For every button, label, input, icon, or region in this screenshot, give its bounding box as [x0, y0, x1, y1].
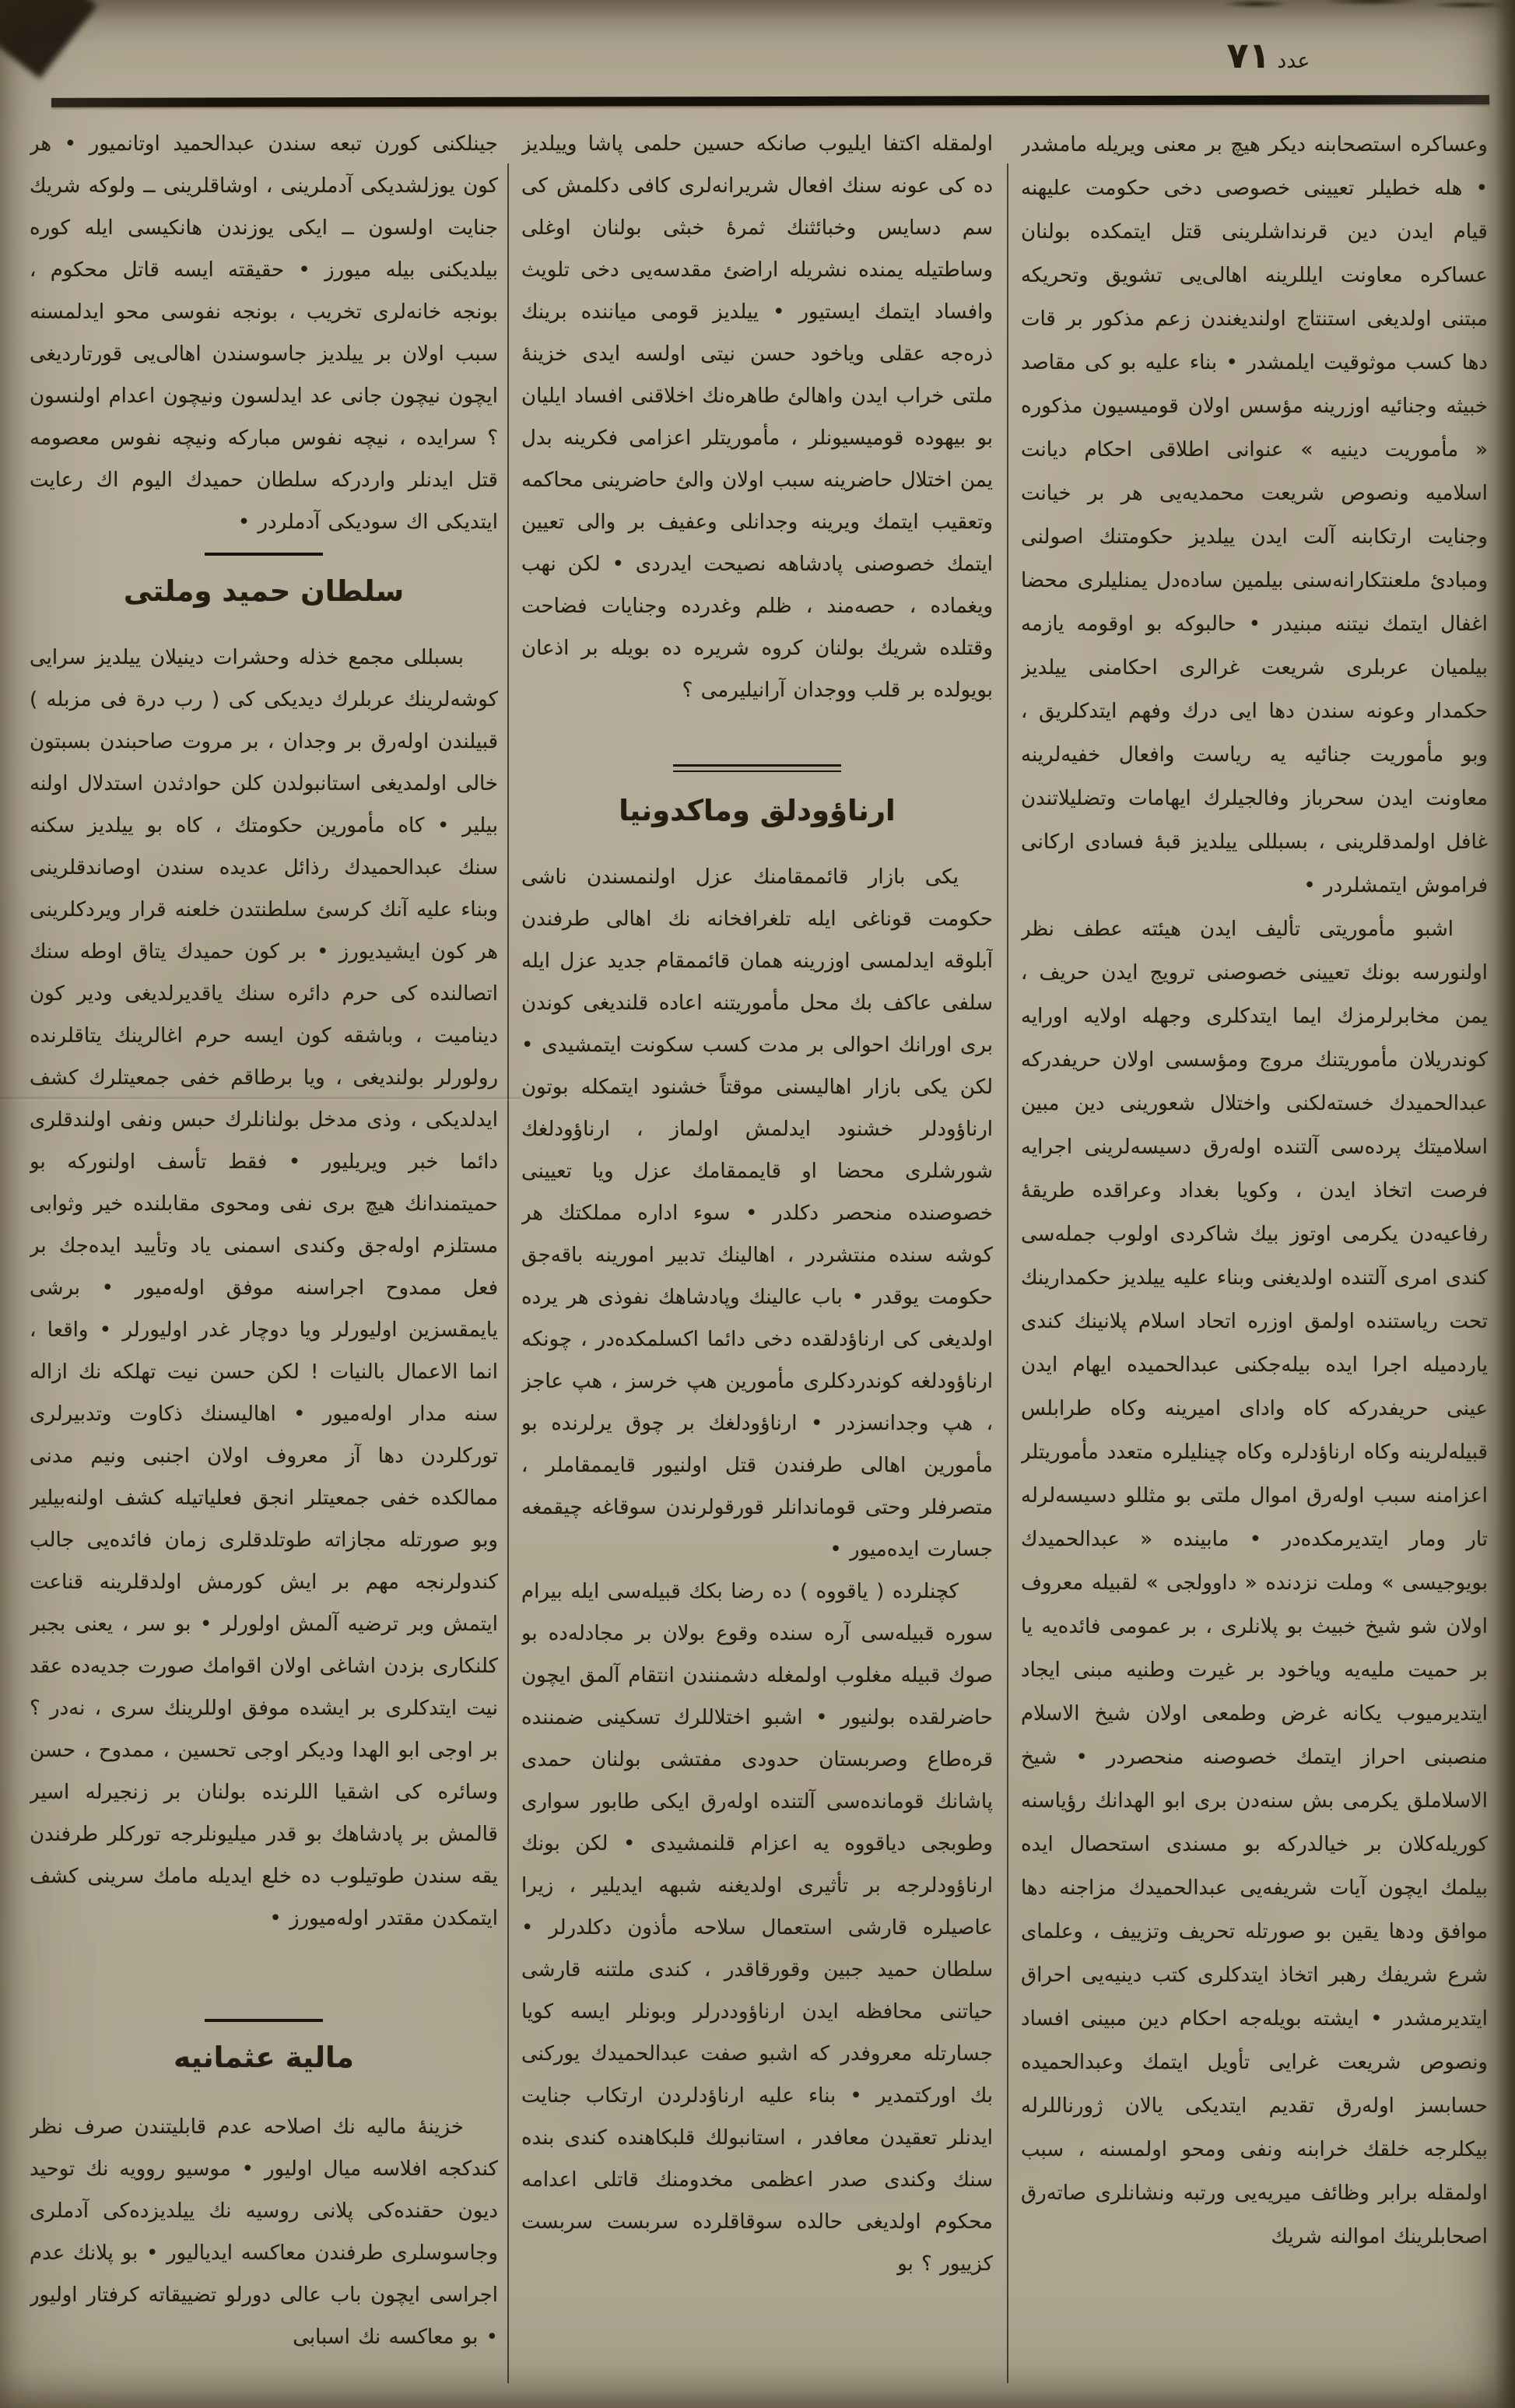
article-body: [30, 2106, 498, 2374]
issue-number: ٧١: [1226, 34, 1271, 76]
header-rule: [51, 95, 1489, 107]
paragraph: وعساكره استصحابنه ديكر هيچ بر معنى ويريله مامشدر • هله خطيلر تعيينى خصوصى دخى حكومت عليهنه قيام ايدن دين قرنداشلرينى قتل ايتمكده بولنان عساكره معاونت ايللرينه اهالى‌يى تشويق وتحريكه مبتنى اولديغى استنتاج اولنديغندن زعم مذكور بر قات دها كسب موثوقيت ايلمشدر • بناء عليه بو كى مقاصد خبيثه وجنائيه اوزرينه مؤسس اولان قوميسيون مذكوره « مأموريت دينيه » عنوانى اطلاقى احكام ديانت اسلاميه ونصوص شريعت محمديه‌يى هر بر خيانت وجنايت ارتكابنه آلت ايدن ييلديز حكومتنك اصولنى ومبادئ ملعنتكارانه‌سنى بيلمين ساده‌دل يمنليلرى محضا اغفال ايتمك نيتنه مبنيدر • حالبوكه بو اوقومه يازمه بيلميان عربلرى شريعت غرالرى احكامنى ييلديز حكمدار وعونه سندن دها ايى درك وفهم ايتدكلريق ، وبو مأموريت جنائيه يه رياست وافعال خفيه‌لرينه معاونت ايدن سحرباز وفالجيلرك ايهامات وتضليلاتندن غافل اولمدقلرينى ، بسبللى ييلديز قبهٔ فسادى اركانى فراموش ايتمشلردر •: [1021, 133, 1488, 897]
paragraph: جينلكنى كورن تبعه سندن عبدالحميد اوتانميور • هر كون يوزلشديكى آدملرينى ، اوشاقلرينى ــ ولوكه شريك جنايت اولسون ــ ايكى يوزندن هانكيسى ايله كوره بيلديكنى بيله ميورز • حقيقته ايسه قاتل محكوم ، بونجه خانه‌لرى تخريب ، بونجه نفوسى محو ايدلمسنه سبب اولان بر ييلديز جاسوسندن اهالى‌يى قورتارديغى ايچون نيچون جانى عد ايدلسون ونيچون اعدام اولنسون ؟ سرايده ، نيچه نفوس مباركه ونيچه نفوس معصومه قتل ايدنلر واردركه سلطان حميدك اليوم اك رعايت ايتديكى اك سوديكى آدملردر •: [30, 132, 498, 534]
paragraph: بسبللى مجمع خذله وحشرات دينيلان ييلديز سرايى كوشه‌لرينك عربلرك ديديكى كى ( رب درة فى مزبله ) قبيلندن اوله‌رق بر وجدان ، بر مروت صاحبندن بسبتون خالى اولمديغى استانبولدن كلن حوادثدن استدلال اولنه بيلير • كاه مأمورين حكومتك ، كاه بو ييلديز سكنه سنك عبدالحميدك رذائل عديده سندن اوصاندقلرينى وبناء عليه آنك كرسئ سلطنتدن خلعنه قرار ويردكلرينى هر كون ايشيديورز • بر كون حميدك يتاق اوطه سنك اتصالنده كى حرم دائره سنك ياقديرلديغى ودير كون ديناميت ، وباشقه كون ايسه حرم اغالرينك يتاقلرنده رولورلر بولنديغى ، ويا برطاقم خفى جمعيتلرك كشف ايدلديكى ، وذى مدخل بولنانلرك حبس ونفى اولندقلرى دائما خبر ويريليور • فقط تأسف اولنوركه بو حميتمندانك هيچ برى نفى ومحوى مقابلنده خير وثوابى مستلزم اوله‌جق وكندى اسمنى ياد وتأييد ايده‌جك بر فعل ممدوح اجراسنه موفق اوله‌ميور • برشى يايمقسزين اوليورلر ويا دوچار غدر اوليورلر • واقعا ، انما الاعمال بالنيات ! لكن حسن نيت تهلكه نك ازاله سنه مدار اوله‌ميور • اهاليسنك ذكاوت وتدبيرلرى توركلردن دها آز معروف اولان اجنبى ونيم مدنى ممالكده خفى جمعيتلر انجق فعلياتيله كشف اولنه‌بيلير وبو صورتله مجازاته طوتلدقلرى زمان فائده‌يى جالب كندولرنجه مهم بر ايش كورمش اولدقلرينه قناعت ايتمش وبر ترضيه آلمش اولورلر • بو سر ، يعنى بجبر كلنكارى بزدن اشاغى اولان اقوامك صورت جديه‌ده عقد نيت ايتدكلرى بر ايشده موفق اوللرينك سرى ، نه‌در ؟ بر اوجى ابو الهدا وديكر اوجى تحسين ، ممدوح ، حسن وسائره كى اشقيا اللرنده بولنان بر زنجيرله اسير قالمش بر پادشاهك بو قدر ميليونلرجه توركلر طرفندن يقه سندن طوتيلوب ده خلع ايديله مامك سرينى كشف ايتمكدن مقتدر اوله‌ميورز •: [30, 646, 498, 1930]
article-continuation-body: [30, 123, 498, 549]
page-issue-header: [1144, 34, 1393, 76]
paragraph: يكى بازار قائممقامنك عزل اولنمسندن ناشى حكومت قوناغى ايله تلغرافخانه نك اهالى طرفندن آبلوقه ايدلمسى اوزرينه همان قائممقام جديد عزل ايله سلفى عاكف بك محل مأموريتنه اعاده قلنديغى كوندن برى اورانك احوالى بر مدت كسب سكونت ايتمشيدى • لكن يكى بازار اهاليسنى موقتاً خشنود ايتمكله بوتون ارناؤودلر خشنود ايدلمش اولماز ، ارناؤودلغك شورشلرى محضا او قايممقامك عزل ويا تعيينى خصوصنده منحصر دكلدر • سوء اداره مملكتك هر كوشه سنده منتشردر ، اهالينك تدبير امورينه باقه‌جق حكومت يوقدر • باب عالينك وپادشاهك نفوذى هر يرده اولديغى كى ارناؤدلقده دخى دائما اكسلمكده‌در ، چونكه ارناؤودلغه كوندردكلرى مأمورين هپ خرسز ، هپ عاجز ، هپ وجدانسزدر • ارناؤودلغك بر چوق يرلرنده بو مأمورين اهالى طرفندن قتل اولنيور قايممقاملر ، متصرفلر وحتى قوماندانلر قورقولرندن سوقاغه چيقمغه جسارت ايده‌ميور •: [521, 865, 993, 1561]
column-first: [1021, 123, 1488, 2408]
section-title-albania-macedonia: ارناؤودلق وماكدونيا: [619, 794, 896, 827]
column-second: [521, 123, 993, 2408]
paragraph: اولمقله اكتفا ايليوب صانكه حسين حلمى پاشا وييلديز ده كى عونه سنك افعال شريرانه‌لرى كافى دكلمش كى سم دسايس وخبائثنك ثمرهٔ خبثى بولنان اوغلى وساطتيله يمنده نشريله اراضئ مقدسه‌يى دخى تلويث وافساد ايتمك ايستيور • ييلديز قومى مياننده برينك ذره‌جه عقلى وياخود حسن نيتى اولسه ايدى خزينهٔ ملتى خراب ايدن واهالئ طاهره‌نك اخلاقنى افساد ايليان بو بيهوده قوميسيونلر ، مأموريتلر اعزامى فكرينه بدل يمن اختلال حاضرينه سبب اولان والئ حاضرينى محاكمه وتعقيب ايتمك ويرينه وجدانلى وعفيف بر والى تعيين ايتمك خصوصنى پادشاهه نصيحت ايدردى • لكن نهب ويغماده ، حصه‌مند ، ظلم وغدرده وجنايات فضاحت وقتلده شريك بولنان كروه شريره ده بويله بر اذعان بويولده بر قلب ووجدان آرانيليرمى ؟: [521, 132, 993, 702]
article-body: [521, 856, 993, 2408]
section-divider-rule: [205, 2019, 323, 2022]
section-divider-rule: [673, 764, 841, 772]
page-edge-shadow: [1495, 0, 1515, 2408]
issue-word: عدد: [1277, 49, 1310, 73]
paragraph: خزينهٔ ماليه نك اصلاحه عدم قابليتندن صرف نظر كندكجه افلاسه ميال اوليور • موسيو روويه نك توحيد ديون حقنده‌كى پلانى روسيه نك ييلديزده‌كى آدملرى وجاسوسلرى طرفندن معاكسه ايدياليور • بو پلانك عدم اجراسى ايچون باب عالى دورلو تضييقاته كرفتار اوليور • بو معاكسه نك اسبابى: [30, 2115, 498, 2349]
article-continuation-body: [1021, 123, 1488, 2408]
scan-corner-artifact: [0, 0, 97, 79]
section-title-sultan-hamid: سلطان حميد وملتى: [123, 574, 405, 608]
section-divider-rule: [205, 553, 323, 556]
column-divider-right: [1007, 163, 1008, 2383]
column-third: [30, 123, 498, 2408]
section-title-ottoman-finance: مالية عثمانيه: [174, 2041, 354, 2074]
column-divider-left: [507, 163, 509, 2383]
paragraph: كچنلرده ( ياقووه ) ده رضا بكك قبيله‌سى ايله بيرام سوره قبيله‌سى آره سنده وقوع بولان بر مجادله‌ده بو صوك قبيله مغلوب اولمغله دشمنندن انتقام آلمق ايچون حاضرلقده بولنيور • اشبو اختلاللرك تسكينى ضمننده قره‌طاع وصربستان حدودى مفتشى بولنان حمدى پاشانك قومانده‌سى آلتنده اوله‌رق ايكى طابور سوارى وطوبجى دياقووه يه اعزام قلنمشيدى • لكن بونك ارناؤودلرجه بر تأثيرى اولديغنه شبهه ايديلير ، زيرا عاصيلره قارشى استعمال سلاحه مأذون دكلدرلر • سلطان حميد جبين وقورقاقدر ، كندى ملتنه قارشى حياتنى محافظه ايدن ارناؤوددرلر وبونلر ايسه كويا جسارتله معروفدر كه اشبو صفت عبدالحميدك يوركنى بك اوركتمدير • بناء عليه ارناؤدلردن ارتكاب جنايت ايدنلر تعقيدن معافدر ، استانبولك قلبكاهنده كندى بنده سنك وكندى صدر اعظمى مخدومنك قاتلى اعدامه محكوم اولديغى حالده سوقاقلرده سربست سربست كزييور ؟ بو: [521, 1580, 993, 2276]
paragraph: اشبو مأموريتى تأليف ايدن هيئته عطف نظر اولنورسه بونك تعيينى خصوصنى ترويج ايدن حريف ، يمن مخابرلرمزك ايما ايتدكلرى وجهله اولايه اورايه كوندريلان مأموريتنك مروج ومؤسسى اولان حريفدركه عبدالحميدك خسته‌لكنى واختلال شعورينى دين مبين اسلاميتك پرده‌سى آلتنده اوله‌رق دسيسه‌لرينى اجرايه فرصت اتخاذ ايدن ، وكويا بغداد وعراقده طريقهٔ رفاعيه‌دن يكرمى اوتوز بيك شاكردى اولوب جمله‌سى كندى امرى آلتنده اولديغنى وبناء عليه ييلديز حكمدارينك تحت رياستنده اولمق اوزره اتحاد اسلام پلانينك كندى ياردميله اجرا ايده بيله‌جكنى عبدالحميده ايهام ايدن عينى حريفدركه كاه واداى اميرينه وكاه طرابلس قبيله‌لرينه وكاه ارناؤدلره وكاه چينليلره متعدد مأموريتلر اعزامنه سبب اوله‌رق اموال ملتى بو مثللو دسيسه‌لرله تار ومار ايتديرمكده‌در • مابينده « عبدالحميدك بويوجيسى » وملت نزدنده « داوولجى » لقبيله معروف اولان شو شيخ خبيث بو پلانلرى ، بر عمومى فائده‌يه يا بر حميت مليه‌يه وياخود بر غيرت وطنيه مبنى ايجاد ايتديرميوب يكانه غرض وطمعى اولان شيخ الاسلام منصبنى احراز ايتمك خصوصنه منحصردر • شيخ الاسلاملق يكرمى بش سنه‌دن برى ابو الهدانك رؤياسنه كوريله‌كلان بر خيالدركه بو مسندى استحصال ايده بيلمك ايچون آيات شريفه‌يى عبدالحميدك مزاجنه دها موافق ودها يقين بو صورتله تحريف وتزييف ، وعلماى شرع شريفك رهبر اتخاذ ايتدكلرى كتب دينيه‌يى احراق ايتديرمشدر • ايشته بويله‌جه احكام دين مبينى افساد ونصوص شريعت غرايى تأويل ايتمك وعبدالحميده حسابسز اوله‌رق تقديم ايتديكى يالان ژورناللرله بيكلرجه خلقك خرابنه ونفى ومحو اولمسنه ، سبب اولمقله برابر وظائف ميريه‌يى ورتبه ونشانلرى صاته‌رق اصحابلرينك اموالنه شريك: [1021, 918, 1488, 2248]
article-body: [30, 637, 498, 2013]
article-continuation-body: [521, 123, 993, 755]
scan-edge-artifact: [1191, 0, 1515, 14]
